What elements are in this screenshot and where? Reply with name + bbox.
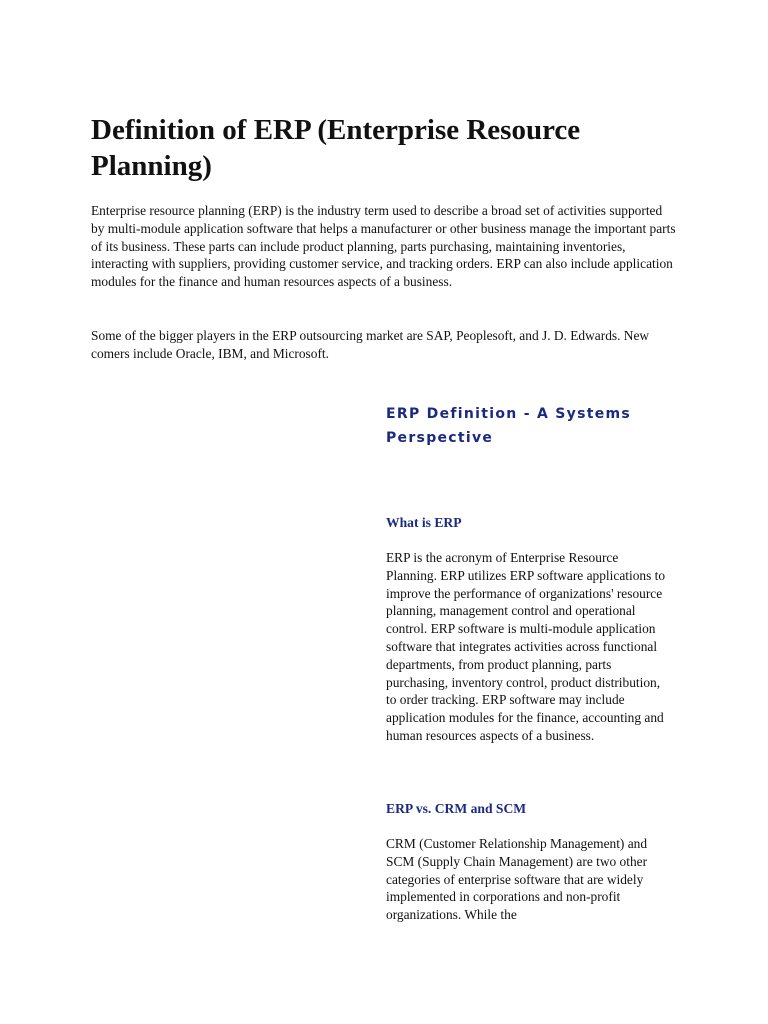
erp-vs-crm-scm-paragraph: CRM (Customer Relationship Management) and SCM (Supply Chain Management) are two other categories of enterprise software that are widely implemented in corporations and non-profit organizations. While the bbox=[386, 836, 648, 923]
intro-paragraph: Enterprise resource planning (ERP) is the industry term used to describe a broad set of activities supported by multi-module application software that helps a manufacturer or other business manage the important parts of its business. These parts can include product planning, parts purchasing, maintaining inventories, interacting with suppliers, providing customer service, and tracking orders. ERP can also include application modules for the finance and human resources aspects of a business. bbox=[91, 203, 676, 290]
what-is-erp-paragraph: ERP is the acronym of Enterprise Resource Planning. ERP utilizes ERP software applications to improve the performance of organizations' resource planning, management control and operational control. ERP software is multi-module application software that integrates activities across functional departments, from product planning, parts purchasing, inventory control, product distribution, to order tracking. ERP software may include application modules for the finance, accounting and human resources aspects of a business. bbox=[386, 550, 666, 743]
what-is-erp-heading: What is ERP bbox=[386, 515, 462, 530]
players-paragraph: Some of the bigger players in the ERP outsourcing market are SAP, Peoplesoft, and J. D. Edwards. New comers include Oracle, IBM, and Microsoft. bbox=[91, 328, 650, 361]
erp-vs-crm-scm-heading: ERP vs. CRM and SCM bbox=[386, 801, 527, 816]
section-title: ERP Definition - A Systems Perspective bbox=[386, 406, 632, 446]
page-title: Definition of ERP (Enterprise Resource Planning) bbox=[91, 114, 581, 182]
